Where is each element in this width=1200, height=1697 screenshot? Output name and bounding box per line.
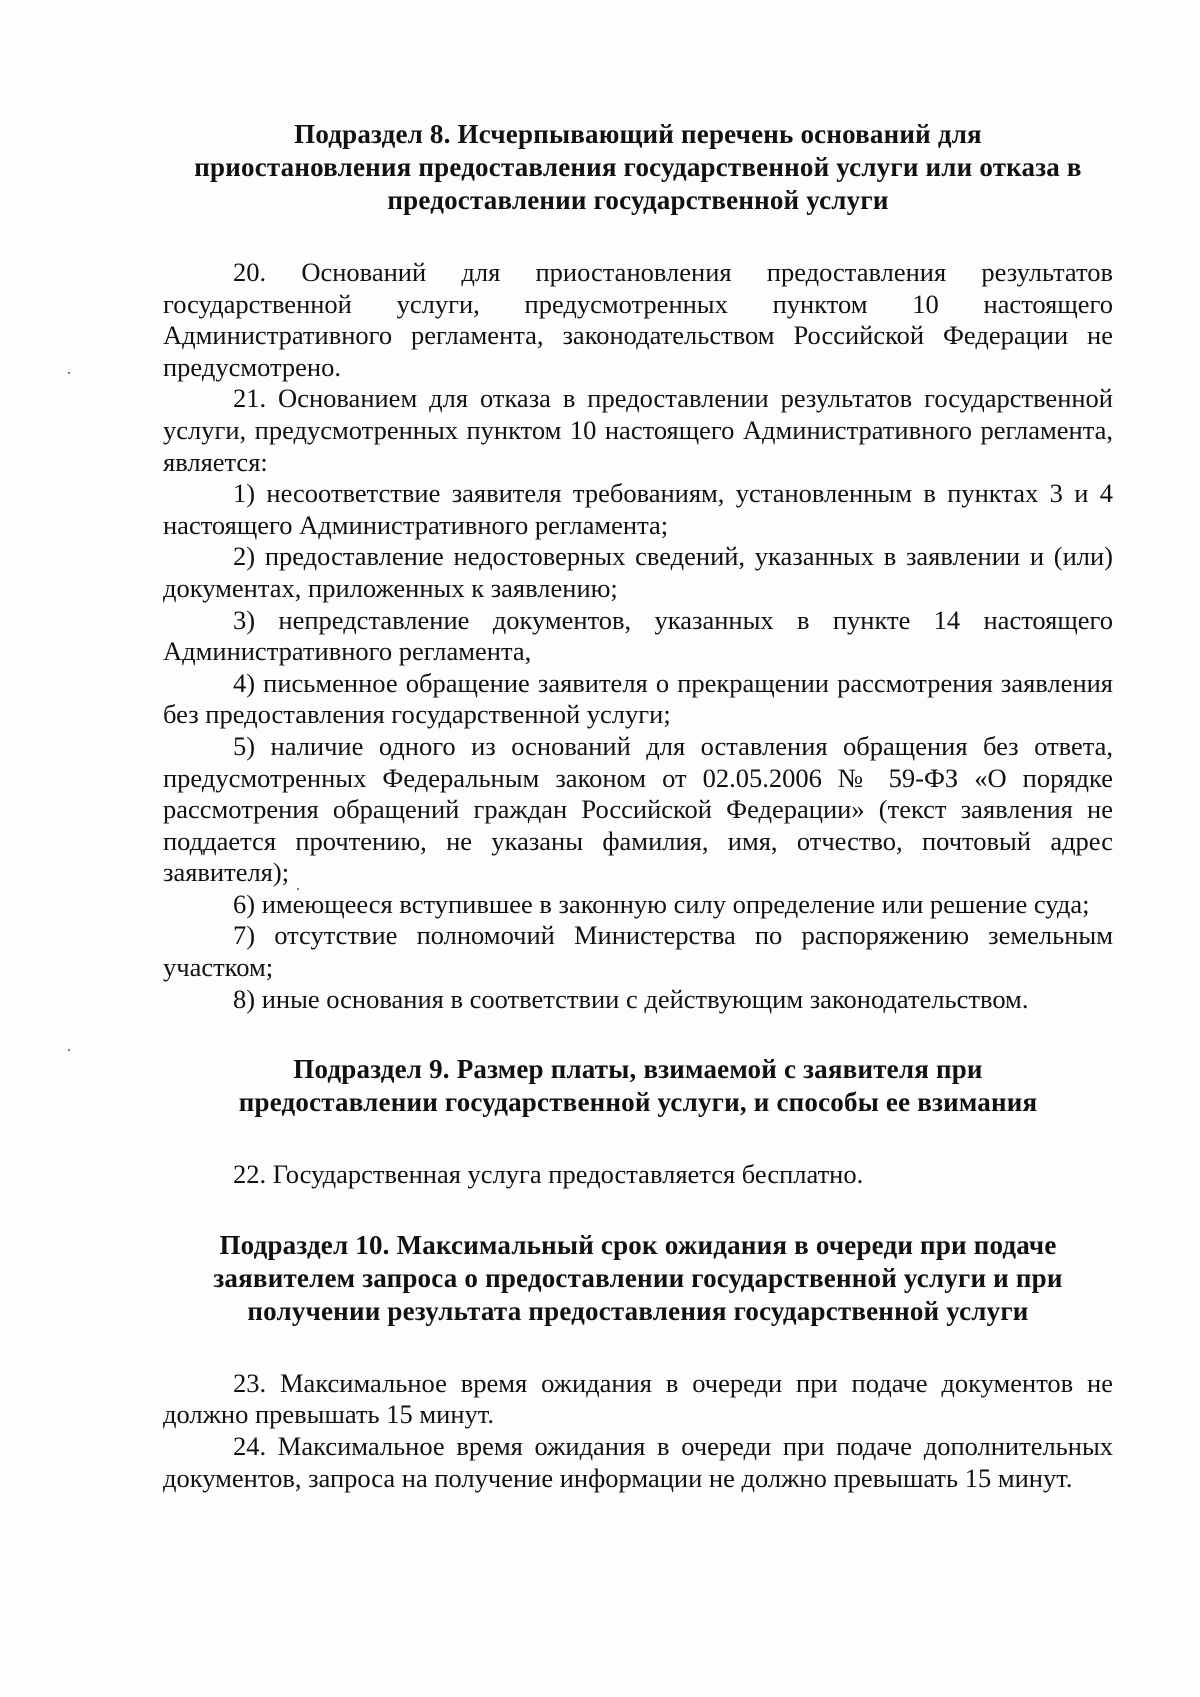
heading-line: приостановления предоставления государственной услуги или отказа в: [194, 152, 1082, 182]
list-item-2: 2) предоставление недостоверных сведений, указанных в заявлении и (или) документах, приложенных к заявлению;: [163, 541, 1113, 603]
heading-line: Подраздел 8. Исчерпывающий перечень оснований для: [294, 119, 982, 149]
heading-line: предоставлении государственной услуги: [387, 185, 889, 215]
subsection-8: [163, 118, 1113, 1015]
subsection-10-heading: [163, 1229, 1113, 1328]
subsection-10: [163, 1229, 1113, 1494]
list-item-1: 1) несоответствие заявителя требованиям, установленным в пунктах 3 и 4 настоящего Административного регламента;: [163, 478, 1113, 540]
scan-speck: [68, 1049, 70, 1051]
subsection-9-heading: [163, 1053, 1113, 1119]
heading-line: Подраздел 9. Размер платы, взимаемой с заявителя при: [293, 1054, 983, 1085]
list-item-8: 8) иные основания в соответствии с действующим законодательством.: [233, 983, 1029, 1014]
paragraph-20: 20. Оснований для приостановления предоставления результатов государственной услуги, предусмотренных пунктом 10 настоящего Административного регламента, законодательством Российской Федерации не предусмотрено.: [163, 257, 1113, 382]
heading-line: получении результата предоставления государственной услуги: [247, 1295, 1029, 1326]
heading-line: заявителем запроса о предоставлении государственной услуги и при: [213, 1262, 1063, 1293]
paragraph-21: 21. Основанием для отказа в предоставлении результатов государственной услуги, предусмотренных пунктом 10 настоящего Административного регламента, является:: [163, 383, 1113, 477]
subsection-8-heading: [163, 118, 1113, 217]
heading-line: Подраздел 10. Максимальный срок ожидания в очереди при подаче: [219, 1229, 1057, 1260]
paragraph-22: 22. Государственная услуга предоставляется бесплатно.: [233, 1159, 864, 1190]
heading-line: предоставлении государственной услуги, и способы ее взимания: [238, 1087, 1038, 1118]
scan-speck: [68, 372, 70, 374]
list-item-6: 6) имеющееся вступившее в законную силу определение или решение суда;: [233, 888, 1090, 919]
list-item-4: 4) письменное обращение заявителя о прекращении рассмотрения заявления без предоставления государственной услуги;: [163, 667, 1113, 730]
list-item-5: 5) наличие одного из оснований для оставления обращения без ответа, предусмотренных Федеральным законом от 02.05.2006 № 59-ФЗ «О порядке рассмотрения обращений граждан Российской Федерации» (текст заявления не поддается прочтению, не указаны фамилия, имя, отчество, почтовый адрес заявителя);: [163, 730, 1113, 888]
paragraph-24: 24. Максимальное время ожидания в очереди при подаче дополнительных документов, запроса на получение информации не должно превышать 15 минут.: [163, 1431, 1113, 1493]
list-item-7: 7) отсутствие полномочий Министерства по распоряжению земельным участком;: [163, 920, 1113, 983]
paragraph-23: 23. Максимальное время ожидания в очереди при подаче документов не должно превышать 15 минут.: [163, 1367, 1113, 1430]
document-body: [163, 118, 1113, 1494]
list-item-3: 3) непредставление документов, указанных в пункте 14 настоящего Административного регламента,: [163, 604, 1113, 667]
subsection-9: [163, 1053, 1113, 1191]
